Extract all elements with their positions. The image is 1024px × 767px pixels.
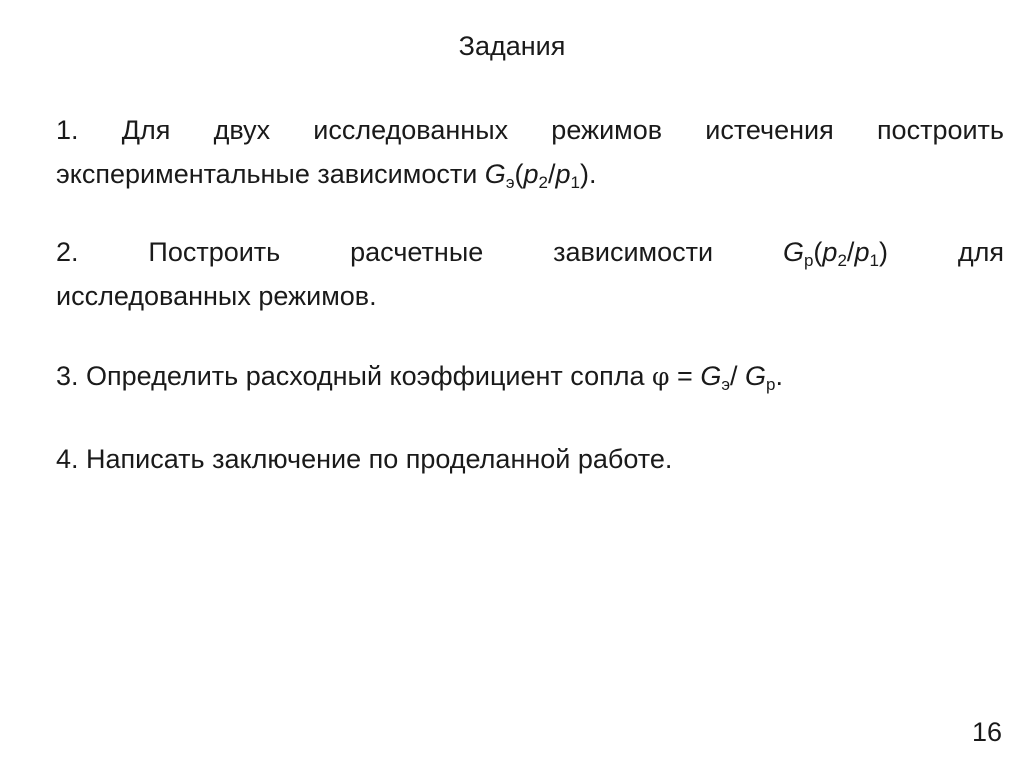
formula-symbol-p: p xyxy=(854,237,870,267)
task-2-line-1 xyxy=(56,230,1004,274)
task-1-formula xyxy=(484,159,597,192)
task-3-line xyxy=(56,354,1004,399)
task-3-formula xyxy=(700,361,784,394)
formula-subscript: р xyxy=(803,251,814,270)
task-1-word: Для xyxy=(121,115,171,145)
task-1-word: построить xyxy=(876,115,1004,145)
task-item-1 xyxy=(56,108,1004,196)
page-number: 16 xyxy=(971,717,1002,747)
formula-symbol-g: G xyxy=(745,361,767,391)
formula-subscript: 2 xyxy=(538,173,548,192)
task-1-text: экспериментальные зависимости xyxy=(56,159,485,189)
task-1-word: 1. xyxy=(56,115,79,145)
task-2-word: для xyxy=(957,237,1004,267)
formula-paren: ( xyxy=(514,159,524,189)
formula-close: ) xyxy=(878,237,888,267)
formula-slash: / xyxy=(730,361,746,391)
formula-symbol-g: G xyxy=(782,237,804,267)
formula-symbol-p: p xyxy=(555,159,571,189)
task-1-word: истечения xyxy=(705,115,834,145)
formula-symbol-g: G xyxy=(484,159,506,189)
task-item-3 xyxy=(56,354,1004,399)
task-2-line-2: исследованных режимов. xyxy=(56,281,377,311)
formula-slash: / xyxy=(846,237,855,267)
formula-paren: ( xyxy=(813,237,823,267)
slide-title: Задания xyxy=(458,31,566,61)
task-1-line-1 xyxy=(56,108,1004,152)
formula-end: . xyxy=(775,361,784,391)
task-2-word: зависимости xyxy=(553,237,714,267)
task-1-line-2 xyxy=(56,152,1004,196)
task-2-word: 2. xyxy=(56,237,79,267)
equals-sign: = xyxy=(669,361,701,391)
task-2-word: расчетные xyxy=(350,237,484,267)
formula-subscript: 1 xyxy=(570,173,581,192)
formula-subscript: э xyxy=(721,375,731,394)
task-item-4 xyxy=(56,437,1004,481)
formula-subscript: 1 xyxy=(869,251,879,270)
formula-symbol-g: G xyxy=(700,361,722,391)
formula-slash: / xyxy=(548,159,556,189)
formula-symbol-p: p xyxy=(822,237,838,267)
phi-symbol: φ xyxy=(652,362,670,391)
task-item-2 xyxy=(56,230,1004,318)
task-1-word: режимов xyxy=(551,115,663,145)
task-1-word: двух xyxy=(213,115,271,145)
formula-subscript: э xyxy=(505,173,515,192)
task-2-formula xyxy=(783,230,888,274)
task-2-word: Построить xyxy=(148,237,281,267)
formula-subscript: 2 xyxy=(837,251,847,270)
task-1-word: исследованных xyxy=(313,115,509,145)
task-4-line: 4. Написать заключение по проделанной работе. xyxy=(56,444,673,474)
task-3-text: 3. Определить расходный коэффициент сопла xyxy=(56,361,653,391)
formula-close: ). xyxy=(580,159,597,189)
formula-subscript: р xyxy=(766,375,776,394)
formula-symbol-p: p xyxy=(523,159,539,189)
